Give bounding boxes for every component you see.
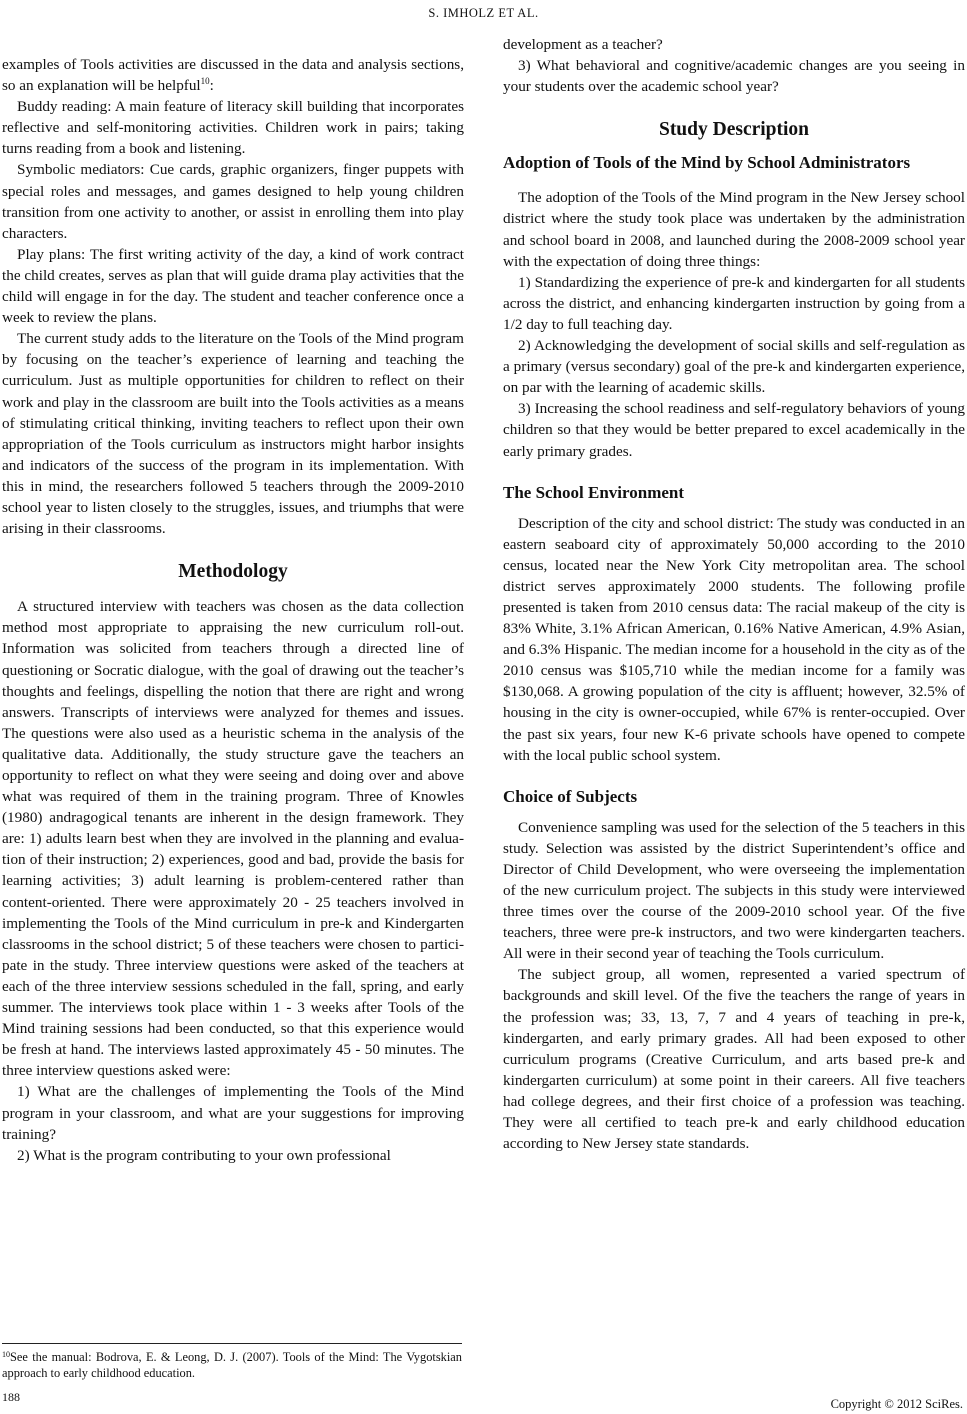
subheading-school-environment: The School Environment (503, 482, 685, 502)
footnote-text: See the manual: Bodrova, E. & Leong, D. J. (2007). Tools of the Mind: The Vygotskian approach to early childhood education. (2, 1350, 462, 1380)
copyright-notice: Copyright © 2012 SciRes. (830, 1397, 963, 1411)
paragraph-continued: development as a teacher? (503, 36, 663, 53)
paragraph-buddy-reading: Buddy reading: A main feature of literacy skill building that incorporates reflective and self-monitoring activities. Children work in pairs; taking turns reading from a book and listening. (2, 98, 464, 158)
paragraph-play-plans: Play plans: The first writing activity of the day, a kind of work contract the child creates, serves as plan that will guide drama play activities that the child will engage in for the day. The student and teacher conference once a week to review the plans. (2, 245, 464, 327)
running-head: S. IMHOLZ ET AL. (428, 6, 539, 20)
footnote-marker: 10 (2, 1350, 10, 1359)
right-column (503, 34, 965, 1154)
paragraph-current-study: The current study adds to the literature on the Tools of the Mind program by focusing on the teacher’s experience of learning and teaching the curriculum. Just as multiple opportunities for children to reflect on their work and play in the classroom are built into the Tools activities as a means of stimulating critical thinking, inviting teachers to reflect upon their own appropriation of the Tools curriculum as instructors might harbor insights and indicators of the success of the program in its implementation. With this in mind, the researchers followed 5 teachers through the 2009-2010 school year to listen closely to the struggles, issues, and triumphs that were arising in their classrooms. (2, 330, 464, 538)
subheading-choice-of-subjects: Choice of Subjects (503, 786, 638, 806)
paragraph-end: : (209, 77, 214, 95)
footnote-divider (2, 1343, 462, 1344)
paragraph-question-1: 1) What are the challenges of implementing the Tools of the Mind program in your classroom, and what are your suggestions for improving training? (2, 1083, 464, 1143)
paragraph-text: examples of Tools activities are discussed in the data and analysis sections, so an explanation will be helpful (2, 56, 464, 95)
paragraph-question-2: 2) What is the program contributing to your own professional (17, 1146, 391, 1164)
paragraph-goal-3: 3) Increasing the school readiness and self-regulatory behaviors of young children so that they would be better prepared to excel academically in the early primary grades. (503, 400, 965, 460)
paragraph-methodology: A structured interview with teachers was chosen as the data collection method most appropriate to appraising the new curriculum roll-out. Information was solicited from teachers through a directed line of questioning or Socratic dialogue, with the goal of drawing out the teacher’s thoughts and feelings, dispelling the notion that there are right and wrong answers. Transcripts of interviews were analyzed for themes and issues. The questions were also used as a heuristic schema in the analysis of the qualitative data. Additionally, the study structure gave the teachers an opportunity to reflect on what they were seeing and doing over and above what was required of them in the training program. Three of Knowles (1980) andragogical tenants are inherent in the design framework. They are: 1) adults learn best when they are involved in the planning and evaluation of their instruction; 2) experiences, good and bad, provide the basis for learning activities; 3) adult learning is problem-centered rather than content-oriented. There were approximately 20 - 25 teachers involved in implementing the Tools of the Mind curriculum in pre-k and Kindergarten classrooms in the school district; 5 of these teachers were chosen to participate in the study. Three interview questions were asked of the teachers at each of the three interview sessions scheduled in the fall, spring, and early summer. The interviews took place within 1 - 3 weeks after Tools of the Mind training sessions had been conducted, so that this experience would be fresh at hand. The interviews lasted approximately 45 - 50 minutes. The three interview questions asked were: (2, 598, 464, 1080)
subheading-adoption: Adoption of Tools of the Mind by School Administrators (503, 153, 911, 173)
left-column (2, 54, 464, 1166)
paragraph-question-3: 3) What behavioral and cognitive/academic changes are you seeing in your students over the academic school year? (503, 57, 965, 96)
paragraph-goal-2: 2) Acknowledging the development of social skills and self-regulation as a primary (versus secondary) goal of the pre-k and kindergarten experience, on par with the learning of academic skills. (503, 337, 965, 397)
footnote (2, 1349, 462, 1381)
paragraph (2, 54, 464, 96)
page-number: 188 (2, 1390, 20, 1404)
paragraph-subject-group: The subject group, all women, represented a varied spectrum of backgrounds and skill level. Of the five the teachers the range of years in the profession was; 33, 13, 7, 7 and 4 years of teaching in pre-k, kindergarten, and early primary grades. All had been exposed to other curriculum programs (Creative Curriculum, and arts based pre-k and kindergarten curriculum) at some point in their careers. All five teachers had college degrees, and their first choice of a profession was teaching. They were all certified to teach pre-k and early childhood education according to New Jersey state standards. (503, 966, 965, 1153)
heading-study-description: Study Description (658, 119, 810, 141)
paragraph-goal-1: 1) Standardizing the experience of pre-k and kindergarten for all students across the district, and enhancing kindergarten instruction by going from a 1/2 day to full teaching day. (503, 273, 965, 333)
paragraph-sampling: Convenience sampling was used for the selection of the 5 teachers in this study. Selection was assisted by the district Superintendent’s office and Director of Child Development, who were overseeing the implementation of the new curriculum project. The subjects in this study were interviewed three times over the course of the 2009-2010 school year. Of the five teachers, three were pre-k instructors, and two were kindergarten teachers. All were in their second year of teaching the Tools curriculum. (503, 818, 965, 963)
paragraph-adoption: The adoption of the Tools of the Mind program in the New Jersey school district where the study took place was undertaken by the administration and school board in 2008, and launched during the 2008-2009 school year with the expectation of doing three things: (503, 189, 965, 270)
paragraph-environment: Description of the city and school district: The study was conducted in an eastern seaboard city of approximately 50,000 according to the 2010 census, located near the New York City metropolitan area. The school district serves approximately 2000 students. The following profile presented is taken from 2010 census data: The racial makeup of the city is 83% White, 3.1% African American, 0.16% Native American, 4.9% Asian, and 6.3% Hispanic. The median income for a household in the city as of the 2010 census was $105,710 while the median income for a family was $130,068. A growing population of the city is affluent; however, 32.5% of housing in the city is owner-occupied, while 67% is renter-occupied. Over the past six years, four new K-6 private schools have opened to compete with the local public school system. (503, 514, 965, 764)
paragraph-symbolic-mediators: Symbolic mediators: Cue cards, graphic organizers, finger puppets with special roles and messages, and games designed to help young children transition from one activity to another, or assist in enrolling them into play characters. (2, 161, 464, 242)
footnote-ref: 10 (200, 76, 210, 87)
heading-methodology: Methodology (178, 561, 288, 583)
